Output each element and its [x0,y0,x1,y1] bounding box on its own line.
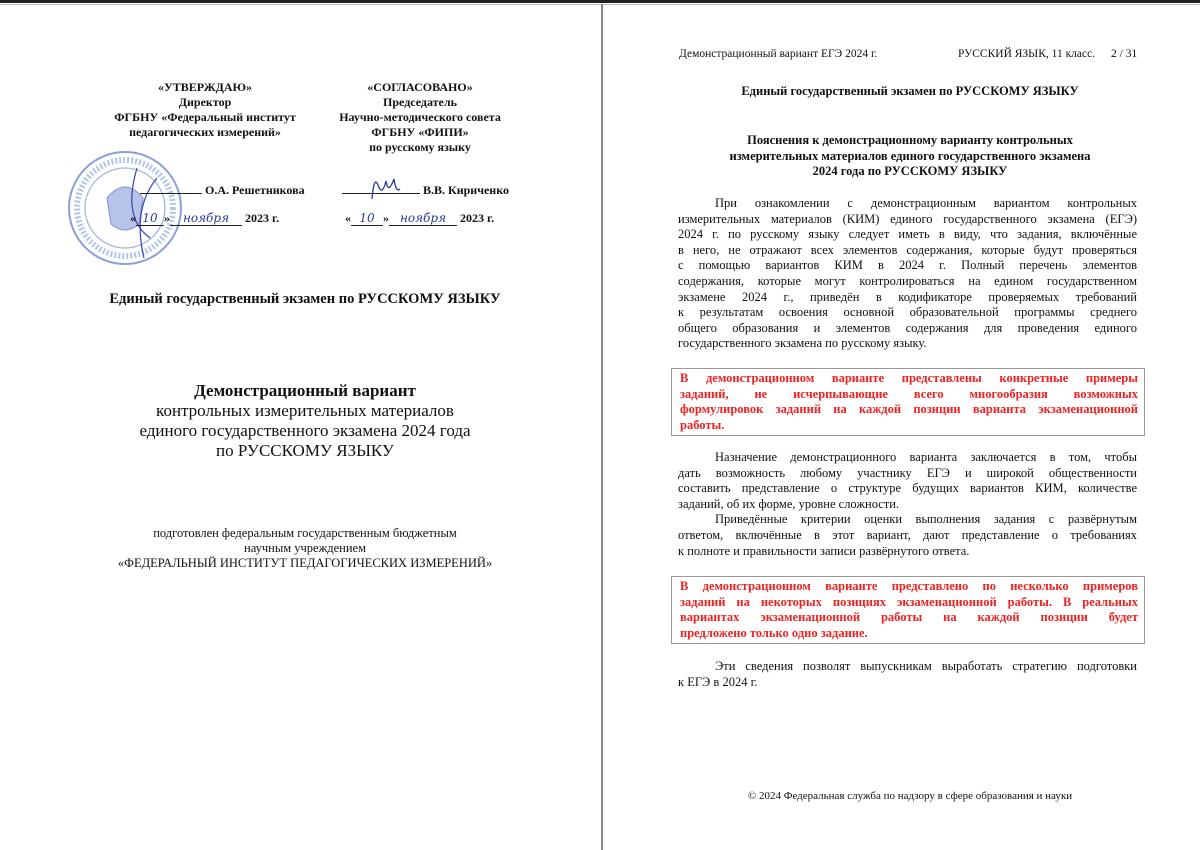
para-line: заданий, об их форме, уровне сложности. [678,496,900,511]
running-header-left: Демонстрационный вариант ЕГЭ 2024 г. [679,48,878,60]
exam-title-right: Единый государственный экзамен по РУССКОМУ ЯЗЫКУ [741,84,1079,98]
prepared-line: «ФЕДЕРАЛЬНЫЙ ИНСТИТУТ ПЕДАГОГИЧЕСКИХ ИЗМЕРЕНИЙ» [117,556,493,570]
demo-line: по РУССКОМУ ЯЗЫКУ [216,441,394,460]
paragraph-purpose [678,450,1137,559]
agree-title: «СОГЛАСОВАНО» [367,80,473,94]
page-number: 2 / 31 [1111,48,1138,60]
approve-date-day: 10 [136,211,164,226]
para-line: дать возможность любому участнику ЕГЭ и широкой общественности [678,465,1137,480]
section-title-line: Пояснения к демонстрационному варианту контрольных [747,133,1073,147]
approve-date-month: ноября [170,211,242,226]
official-stamp-icon [62,148,188,268]
agree-line: ФГБНУ «ФИПИ» [371,125,469,139]
para-line: Назначение демонстрационного варианта заключается в том, чтобы [715,450,1137,464]
note-line: работы. [680,417,725,432]
agree-date-year: 2023 г. [460,211,495,225]
note-line: заданий на некоторых позициях экзаменационной работы. В реальных [680,594,1138,609]
para-line: общего образования и элементов содержания для проведения единого [678,320,1137,335]
note-line: В демонстрационном варианте представлено по несколько примеров [680,579,1138,593]
approve-block [90,80,320,140]
prepared-line: научным учреждением [244,541,366,555]
paragraph-strategy [678,659,1137,690]
agree-line: Научно-методического совета [339,110,501,124]
section-title [660,133,1160,180]
section-title-line: 2024 года по РУССКОМУ ЯЗЫКУ [812,164,1008,178]
para-line: в него, не отражают всех элементов содержания, которые будут проверяться [678,242,1137,257]
approve-line: Директор [178,95,232,109]
para-line: экзамене 2024 г., приведён в кодификаторе проверяемых требований [678,289,1137,304]
note-box-multiple-examples [671,576,1145,644]
note-line: предложено только одно задание. [680,625,868,640]
para-line: ответом, включённые в этот вариант, дают представление о требованиях [678,527,1137,542]
agree-date-month: ноября [389,211,457,226]
section-title-line: измерительных материалов единого государственного экзамена [729,148,1091,163]
page-divider [601,4,603,850]
demo-line: контрольных измерительных материалов [156,401,454,420]
para-line: измерительных материалов (КИМ) единого государственного экзамена (ЕГЭ) [678,211,1137,226]
agree-signature-line [342,183,509,198]
agree-line: по русскому языку [369,140,471,154]
approve-line: педагогических измерений» [129,125,281,139]
note-line: заданий, не исчерпывающие всего многообразия возможных [680,386,1138,401]
approve-date-year: 2023 г. [245,211,280,225]
signature-icon [364,175,404,201]
copyright-footer: © 2024 Федеральная служба по надзору в сфере образования и науки [747,790,1073,802]
agree-date: « 10 » ноября 2023 г. [345,211,495,225]
running-header-right: РУССКИЙ ЯЗЫК, 11 класс. [958,48,1096,60]
para-line: к результатам освоения основной образовательной программы среднего [678,305,1137,320]
agree-line: Председатель [383,95,457,109]
agree-block [310,80,530,155]
agree-signer-name: В.В. Кириченко [423,183,509,197]
exam-title: Единый государственный экзамен по РУССКОМУ ЯЗЫКУ [109,291,501,307]
demo-title: Демонстрационный вариант [194,381,416,400]
demo-title-block [40,381,570,461]
window-top-border [0,0,1200,3]
para-line: к полноте и правильности записи развёрнутого ответа. [678,543,970,558]
para-line: Приведённые критерии оценки выполнения задания с развёрнутым [715,512,1137,527]
approve-title: «УТВЕРЖДАЮ» [157,80,253,94]
paragraph-intro [678,196,1137,352]
note-box-examples [671,368,1145,436]
approve-signature-line [140,183,305,198]
para-line: с помощью вариантов КИМ в 2024 г. Полный перечень элементов [678,258,1137,273]
approve-signer-name: О.А. Решетникова [205,183,305,197]
demo-line: единого государственного экзамена 2024 года [139,421,471,440]
window-top-border-shadow [0,4,1200,5]
para-line: государственного экзамена по русскому языку. [678,336,927,351]
para-line: содержания, которые могут контролироваться на едином государственном [678,273,1137,288]
note-line: формулировок заданий на каждой позиции варианта экзаменационной [680,402,1138,417]
prepared-line: подготовлен федеральным государственным бюджетным [153,526,457,540]
prepared-by-block [40,526,570,571]
note-line: В демонстрационном варианте представлены конкретные примеры [680,371,1138,385]
note-line: вариантах экзаменационной работы на каждой позиции будет [680,610,1138,625]
para-line: При ознакомлении с демонстрационным вариантом контрольных [715,196,1137,210]
para-line: составить представление о структуре будущих вариантов КИМ, количестве [678,481,1137,496]
agree-date-day: 10 [351,211,383,226]
para-line: 2024 г. по русскому языку следует иметь в виду, что задания, включённые [678,227,1137,242]
para-line: Эти сведения позволят выпускникам выработать стратегию подготовки [715,659,1137,673]
approve-line: ФГБНУ «Федеральный институт [114,110,296,124]
para-line: к ЕГЭ в 2024 г. [678,674,758,689]
approve-date: « 10 » ноября 2023 г. [130,211,280,225]
